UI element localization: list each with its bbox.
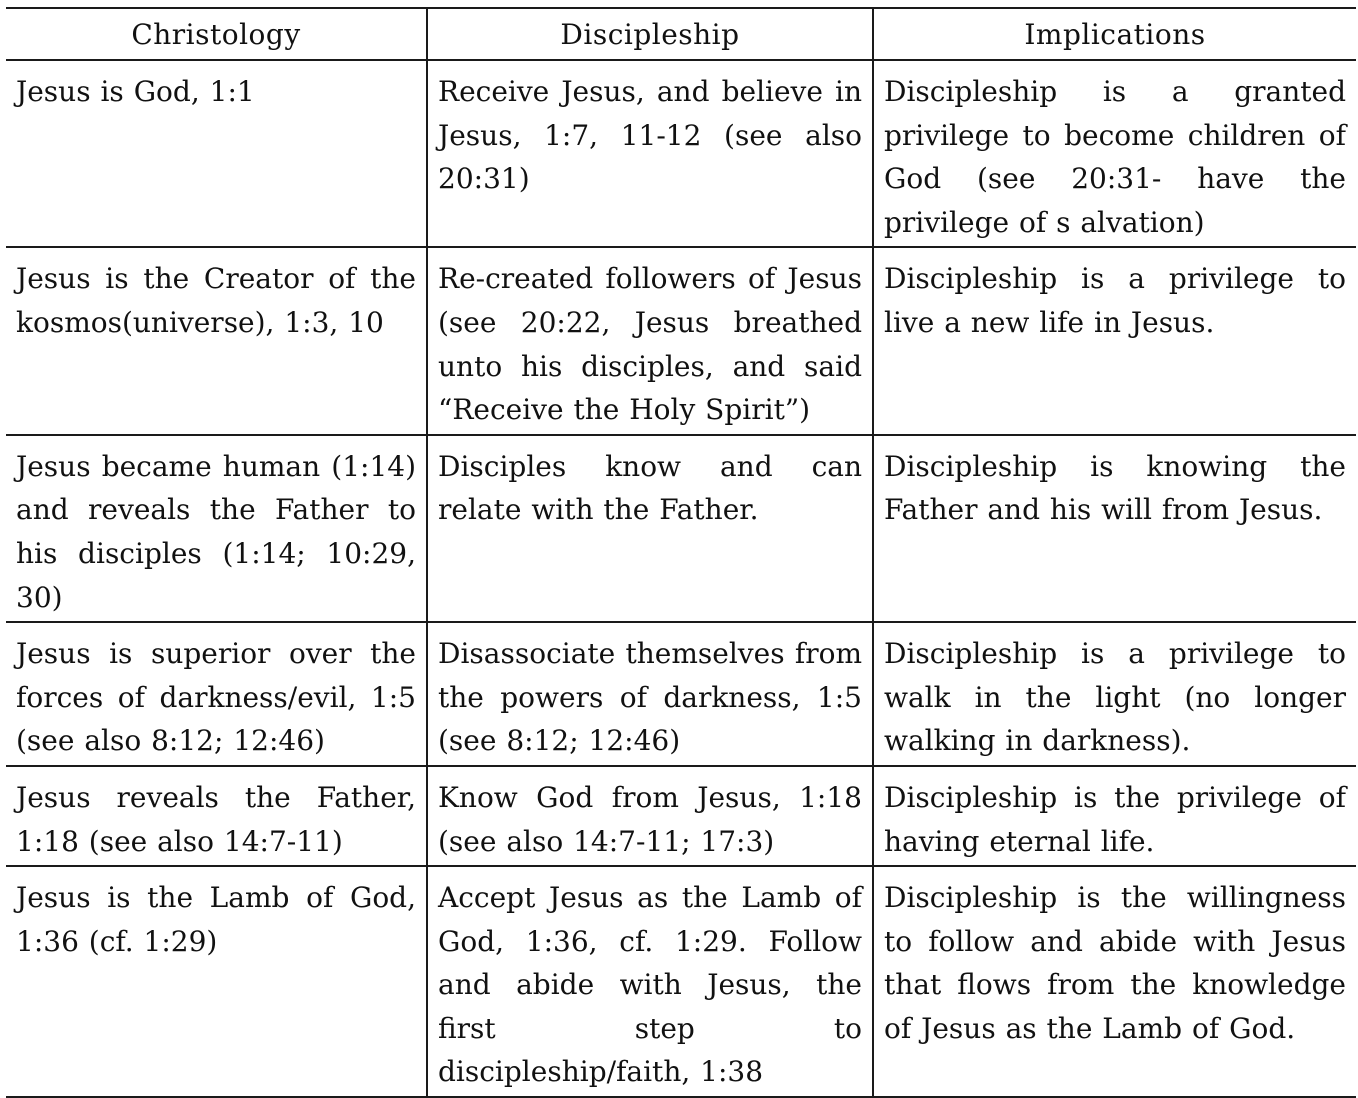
table-body bbox=[6, 60, 1356, 1097]
cell-discipleship: Know God from Jesus, 1:18 (see also 14:7-11; 17:3) bbox=[427, 766, 873, 866]
cell-christology: Jesus reveals the Father, 1:18 (see also 14:7-11) bbox=[6, 766, 427, 866]
cell-implications: Discipleship is the willingness to follow and abide with Jesus that flows from the knowledge of Jesus as the Lamb of God. bbox=[873, 866, 1356, 1097]
cell-discipleship: Disciples know and can relate with the Father. bbox=[427, 435, 873, 622]
cell-christology: Jesus is God, 1:1 bbox=[6, 60, 427, 247]
cell-implications: Discipleship is a privilege to live a new life in Jesus. bbox=[873, 247, 1356, 434]
header-discipleship: Discipleship bbox=[427, 8, 873, 60]
table-row bbox=[6, 60, 1356, 247]
cell-christology: Jesus is the Lamb of God, 1:36 (cf. 1:29) bbox=[6, 866, 427, 1097]
cell-discipleship: Disassociate themselves from the powers of darkness, 1:5 (see 8:12; 12:46) bbox=[427, 622, 873, 766]
cell-christology: Jesus is the Creator of the kosmos(universe), 1:3, 10 bbox=[6, 247, 427, 434]
cell-discipleship: Accept Jesus as the Lamb of God, 1:36, cf. 1:29. Follow and abide with Jesus, the first step to discipleship/faith, 1:38 bbox=[427, 866, 873, 1097]
table-header bbox=[6, 8, 1356, 60]
christology-discipleship-table bbox=[6, 7, 1356, 1098]
cell-christology: Jesus became human (1:14) and reveals the Father to his disciples (1:14; 10:29, 30) bbox=[6, 435, 427, 622]
table-row bbox=[6, 866, 1356, 1097]
cell-implications: Discipleship is a privilege to walk in the light (no longer walking in darkness). bbox=[873, 622, 1356, 766]
header-row bbox=[6, 8, 1356, 60]
cell-implications: Discipleship is a granted privilege to become children of God (see 20:31- have the privilege of s alvation) bbox=[873, 60, 1356, 247]
cell-implications: Discipleship is knowing the Father and his will from Jesus. bbox=[873, 435, 1356, 622]
table-row bbox=[6, 435, 1356, 622]
header-implications: Implications bbox=[873, 8, 1356, 60]
table-row bbox=[6, 247, 1356, 434]
christology-discipleship-table-container bbox=[6, 7, 1356, 1098]
table-row bbox=[6, 622, 1356, 766]
header-christology: Christology bbox=[6, 8, 427, 60]
table-row bbox=[6, 766, 1356, 866]
cell-implications: Discipleship is the privilege of having eternal life. bbox=[873, 766, 1356, 866]
cell-discipleship: Re-created followers of Jesus (see 20:22, Jesus breathed unto his disciples, and said “Receive the Holy Spirit”) bbox=[427, 247, 873, 434]
cell-christology: Jesus is superior over the forces of darkness/evil, 1:5 (see also 8:12; 12:46) bbox=[6, 622, 427, 766]
cell-discipleship: Receive Jesus, and believe in Jesus, 1:7, 11-12 (see also 20:31) bbox=[427, 60, 873, 247]
